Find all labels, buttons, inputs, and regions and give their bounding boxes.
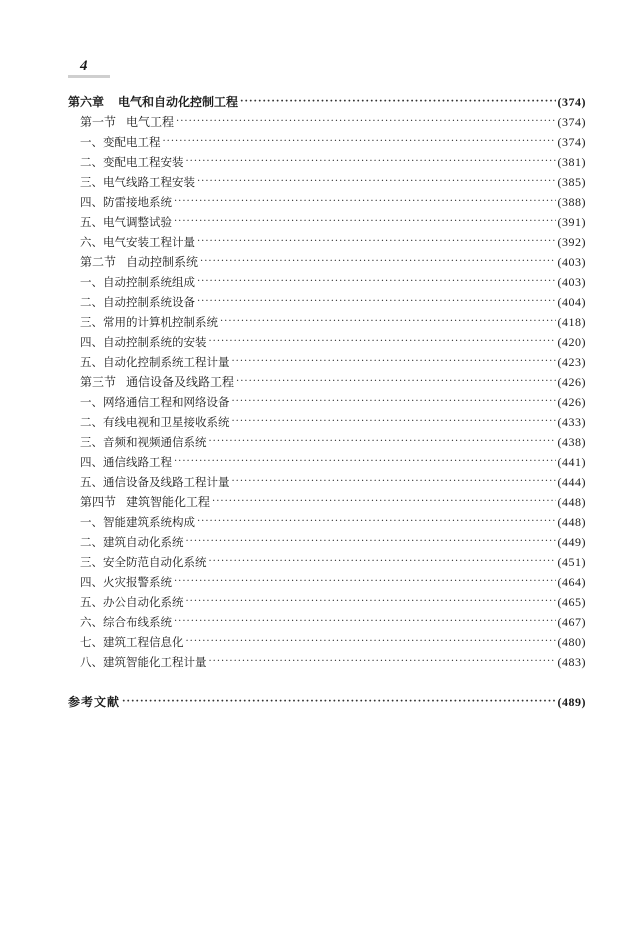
leader-dots <box>197 512 556 532</box>
toc-item-row[interactable] <box>68 612 586 632</box>
item-label: 一、智能建筑系统构成 <box>80 515 195 529</box>
toc-item-row[interactable] <box>68 592 586 612</box>
leader-dots <box>197 232 556 252</box>
leader-dots <box>186 632 556 652</box>
toc-item-row[interactable] <box>68 452 586 472</box>
section-page: (426) <box>557 375 586 389</box>
toc-item-row[interactable] <box>68 472 586 492</box>
leader-dots <box>220 312 556 332</box>
toc-section-row[interactable] <box>68 372 586 392</box>
leader-dots <box>232 472 556 492</box>
chapter-page: (374) <box>557 95 586 109</box>
leader-dots <box>174 572 556 592</box>
item-label: 五、电气调整试验 <box>80 215 172 229</box>
chapter-number: 第六章 <box>68 95 105 109</box>
leader-dots <box>197 272 556 292</box>
item-label: 六、综合布线系统 <box>80 615 172 629</box>
toc-item-row[interactable] <box>68 532 586 552</box>
item-page: (480) <box>557 635 586 649</box>
item-label: 三、常用的计算机控制系统 <box>80 315 218 329</box>
item-label: 二、变配电工程安装 <box>80 155 184 169</box>
item-page: (465) <box>557 595 586 609</box>
item-label: 二、自动控制系统设备 <box>80 295 195 309</box>
item-label: 三、音频和视频通信系统 <box>80 435 207 449</box>
toc-item-row[interactable] <box>68 392 586 412</box>
section-number: 第四节 <box>80 495 117 509</box>
item-label: 二、建筑自动化系统 <box>80 535 184 549</box>
item-page: (404) <box>557 295 586 309</box>
item-page: (451) <box>557 555 586 569</box>
chapter-title: 电气和自动化控制工程 <box>118 95 239 109</box>
section-page: (448) <box>557 495 586 509</box>
item-page: (388) <box>557 195 586 209</box>
leader-dots <box>174 612 556 632</box>
toc-item-row[interactable] <box>68 572 586 592</box>
leader-dots <box>209 332 556 352</box>
toc-section-row[interactable] <box>68 492 586 512</box>
toc-section-row[interactable] <box>68 112 586 132</box>
leader-dots <box>232 412 556 432</box>
leader-dots <box>209 552 556 572</box>
item-page: (420) <box>557 335 586 349</box>
leader-dots <box>197 172 556 192</box>
item-page: (418) <box>557 315 586 329</box>
toc-item-row[interactable] <box>68 212 586 232</box>
leader-dots <box>186 152 556 172</box>
leader-dots <box>122 692 555 712</box>
item-label: 四、火灾报警系统 <box>80 575 172 589</box>
toc-section-row[interactable] <box>68 252 586 272</box>
toc-item-row[interactable] <box>68 172 586 192</box>
references-page: (489) <box>557 695 586 709</box>
item-page: (441) <box>557 455 586 469</box>
toc-item-row[interactable] <box>68 352 586 372</box>
item-page: (438) <box>557 435 586 449</box>
item-page: (444) <box>557 475 586 489</box>
item-label: 八、建筑智能化工程计量 <box>80 655 207 669</box>
leader-dots <box>174 192 556 212</box>
item-label: 七、建筑工程信息化 <box>80 635 184 649</box>
leader-dots <box>197 292 556 312</box>
leader-dots <box>209 652 556 672</box>
item-label: 三、安全防范自动化系统 <box>80 555 207 569</box>
item-page: (449) <box>557 535 586 549</box>
toc-item-row[interactable] <box>68 512 586 532</box>
item-label: 五、通信设备及线路工程计量 <box>80 475 230 489</box>
page-number: 4 <box>80 58 88 74</box>
leader-dots <box>174 212 556 232</box>
toc-item-row[interactable] <box>68 632 586 652</box>
item-label: 一、网络通信工程和网络设备 <box>80 395 230 409</box>
leader-dots <box>186 532 556 552</box>
item-label: 五、办公自动化系统 <box>80 595 184 609</box>
section-number: 第三节 <box>80 375 117 389</box>
leader-dots <box>176 112 555 132</box>
leader-dots <box>236 372 555 392</box>
item-page: (423) <box>557 355 586 369</box>
item-page: (426) <box>557 395 586 409</box>
page-header-mark <box>68 75 110 78</box>
item-page: (392) <box>557 235 586 249</box>
section-title: 电气工程 <box>126 115 175 129</box>
leader-dots <box>212 492 555 512</box>
item-page: (467) <box>557 615 586 629</box>
item-label: 六、电气安装工程计量 <box>80 235 195 249</box>
leader-dots <box>174 452 556 472</box>
item-page: (403) <box>557 275 586 289</box>
leader-dots <box>232 392 556 412</box>
item-page: (464) <box>557 575 586 589</box>
item-page: (374) <box>557 135 586 149</box>
item-label: 四、通信线路工程 <box>80 455 172 469</box>
references-label: 参考文献 <box>68 695 121 709</box>
toc-chapter-row[interactable] <box>68 92 586 112</box>
section-page: (403) <box>557 255 586 269</box>
toc-item-row[interactable] <box>68 152 586 172</box>
leader-dots <box>209 432 556 452</box>
section-number: 第二节 <box>80 255 117 269</box>
item-label: 一、变配电工程 <box>80 135 161 149</box>
item-label: 五、自动化控制系统工程计量 <box>80 355 230 369</box>
leader-dots <box>200 252 555 272</box>
item-page: (448) <box>557 515 586 529</box>
toc-item-row[interactable] <box>68 272 586 292</box>
section-page: (374) <box>557 115 586 129</box>
toc-item-row[interactable] <box>68 652 586 672</box>
leader-dots <box>232 352 556 372</box>
item-page: (381) <box>557 155 586 169</box>
section-title: 自动控制系统 <box>126 255 199 269</box>
toc-references-row[interactable] <box>68 692 586 712</box>
toc-item-row[interactable] <box>68 292 586 312</box>
item-page: (385) <box>557 175 586 189</box>
item-label: 三、电气线路工程安装 <box>80 175 195 189</box>
leader-dots <box>240 92 555 112</box>
leader-dots <box>186 592 556 612</box>
item-page: (391) <box>557 215 586 229</box>
section-title: 通信设备及线路工程 <box>126 375 235 389</box>
toc-item-row[interactable] <box>68 132 586 152</box>
toc-item-row[interactable] <box>68 432 586 452</box>
toc-item-row[interactable] <box>68 312 586 332</box>
toc-item-row[interactable] <box>68 332 586 352</box>
section-number: 第一节 <box>80 115 117 129</box>
item-label: 四、自动控制系统的安装 <box>80 335 207 349</box>
section-title: 建筑智能化工程 <box>126 495 211 509</box>
item-label: 四、防雷接地系统 <box>80 195 172 209</box>
toc-item-row[interactable] <box>68 412 586 432</box>
table-of-contents <box>68 92 586 712</box>
item-label: 一、自动控制系统组成 <box>80 275 195 289</box>
toc-item-row[interactable] <box>68 232 586 252</box>
leader-dots <box>163 132 556 152</box>
item-page: (433) <box>557 415 586 429</box>
toc-item-row[interactable] <box>68 192 586 212</box>
item-label: 二、有线电视和卫星接收系统 <box>80 415 230 429</box>
toc-item-row[interactable] <box>68 552 586 572</box>
item-page: (483) <box>557 655 586 669</box>
toc-sections <box>68 112 586 672</box>
